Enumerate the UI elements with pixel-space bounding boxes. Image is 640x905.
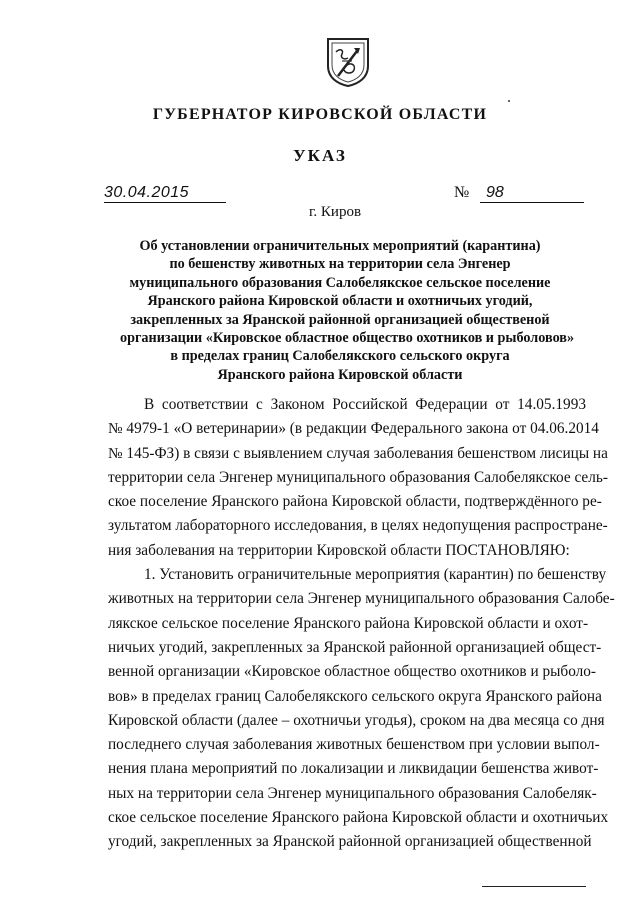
title-line: организации «Кировское областное общество охотников и рыболовов» [120,330,575,347]
decree-title [120,237,575,384]
body-line: ничьих угодий, закрепленных за Яранской районной организацией общест- [108,638,602,656]
scan-speck [508,100,510,102]
body-line: последнего случая заболевания животных бешенством при условии выпол- [108,736,600,754]
title-line: по бешенству животных на территории села Энгенер [169,256,511,273]
body-line: венной организации «Кировское областное общество охотников и рыболо- [108,663,597,681]
footer-rule [482,886,586,887]
decree-number: 98 [486,184,504,201]
title-line: Яранского района Кировской области и охотничьих угодий, [147,293,533,310]
body-line: ных на территории села Энгенер муниципального образования Салобеляк- [108,784,597,802]
body-line: № 145-ФЗ) в связи с выявлением случая заболевания бешенством лисицы на [108,444,608,462]
number-sign: № [454,184,470,201]
coat-of-arms-icon [324,36,372,88]
body-line: ское поселение Яранского района Кировской области, подтверждённого ре- [108,493,602,511]
body-line: нения плана мероприятий по локализации и ликвидации бешенства живот- [108,760,599,778]
title-line: Яранского района Кировской области [217,366,463,383]
title-line: в пределах границ Салобелякского сельского округа [170,348,510,365]
document-type-heading: УКАЗ [293,146,347,165]
title-line: закрепленных за Яранской районной организацией общественой [130,311,550,328]
decree-date: 30.04.2015 [104,184,226,203]
body-line: 1. Установить ограничительные мероприятия (карантин) по бешенству [144,566,607,584]
title-line: муниципального образования Салобелякское сельское поселение [129,274,551,291]
title-line: Об установлении ограничительных мероприятий (карантина) [139,238,541,254]
body-line: № 4979-1 «О ветеринарии» (в редакции Федерального закона от 04.06.2014 [108,420,599,438]
body-line: ское сельское поселение Яранского района Кировской области и охотничьих [108,809,609,827]
body-line: лякское сельское поселение Яранского района Кировской области и охот- [108,614,589,632]
issuer-heading: ГУБЕРНАТОР КИРОВСКОЙ ОБЛАСТИ [152,106,488,123]
body-line: вов» в пределах границ Салобелякского сельского округа Яранского района [108,687,602,705]
body-line: территории села Энгенер муниципального образования Салобелякское сель- [108,468,608,486]
city-line: г. Киров [308,204,362,220]
decree-body [108,393,615,855]
body-line: зультатом лабораторного исследования, в целях недопущения распростране- [108,517,608,535]
body-line: животных на территории села Энгенер муниципального образования Салобе- [108,590,615,608]
decree-number-field [480,184,584,203]
body-line: Кировской области (далее – охотничьи угодья), сроком на два месяца со дня [108,711,605,729]
body-line: ния заболевания на территории Кировской области ПОСТАНОВЛЯЮ: [108,541,570,559]
body-line: В соответствии с Законом Российской Федерации от 14.05.1993 [144,396,586,413]
body-line: угодий, закрепленных за Яранской районной организацией общественной [108,833,592,851]
